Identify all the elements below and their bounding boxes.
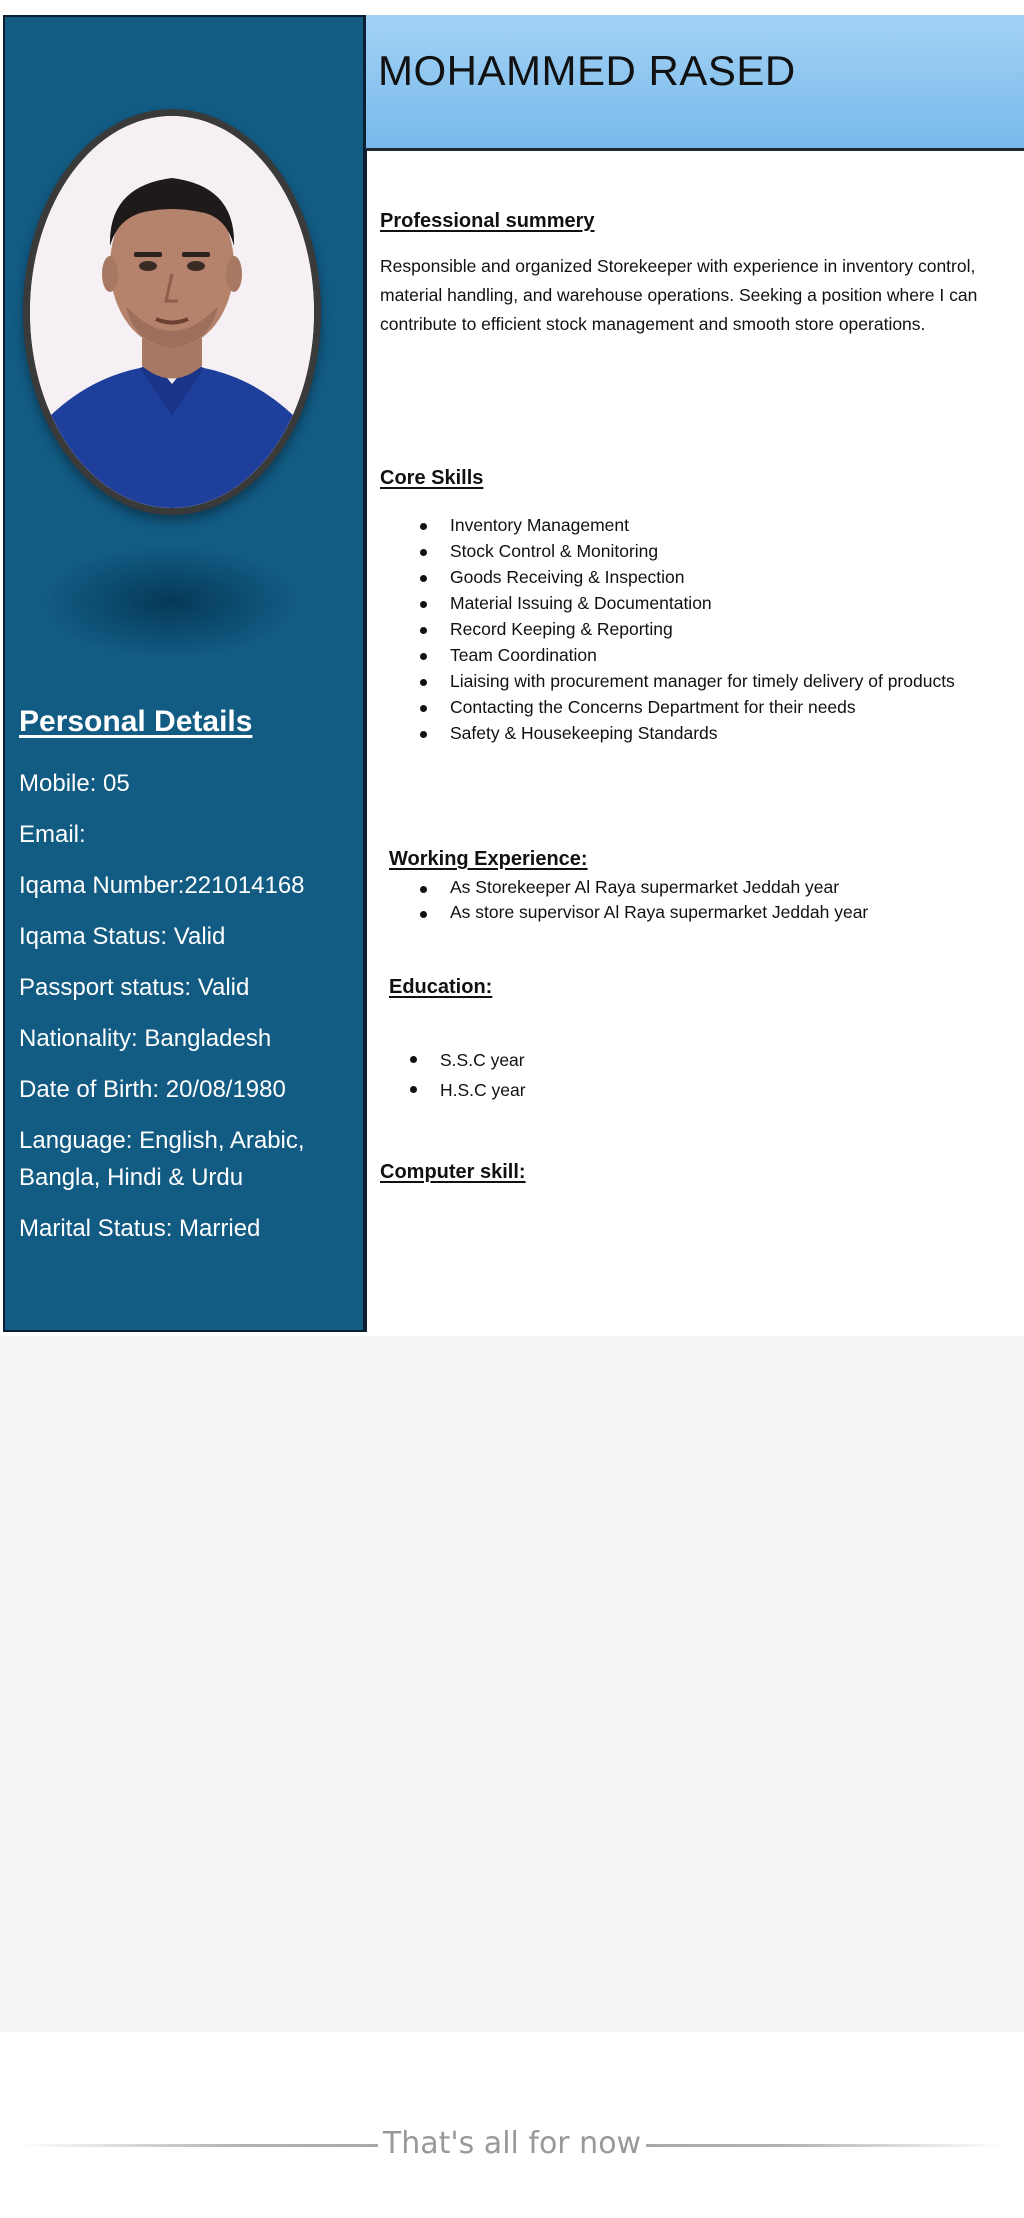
education-list bbox=[410, 1045, 1000, 1105]
personal-detail-marital-status: Marital Status: Married bbox=[19, 1215, 261, 1242]
list-item: Record Keeping & Reporting bbox=[420, 616, 1010, 642]
list-item: Material Issuing & Documentation bbox=[420, 590, 1010, 616]
personal-detail-passport-status: Passport status: Valid bbox=[19, 974, 250, 1001]
personal-details-list bbox=[19, 765, 354, 1261]
experience-list bbox=[420, 875, 1010, 925]
core-skills-title: Core Skills bbox=[380, 467, 484, 489]
list-item: Inventory Management bbox=[420, 512, 1010, 538]
divider-left bbox=[20, 2144, 378, 2147]
profile-photo bbox=[30, 116, 314, 508]
list-item: S.S.C year bbox=[410, 1045, 1000, 1075]
personal-detail-language: Language: English, Arabic, Bangla, Hindi & Urdu bbox=[19, 1127, 305, 1191]
personal-detail-nationality: Nationality: Bangladesh bbox=[19, 1025, 272, 1052]
list-item: Team Coordination bbox=[420, 642, 1010, 668]
candidate-name: MOHAMMED RASED bbox=[378, 47, 796, 94]
sidebar bbox=[3, 15, 365, 1332]
decorative-shadow bbox=[45, 547, 295, 657]
education-title: Education: bbox=[389, 976, 493, 998]
personal-detail-iqama-status: Iqama Status: Valid bbox=[19, 923, 226, 950]
personal-detail-date-of-birth: Date of Birth: 20/08/1980 bbox=[19, 1076, 286, 1103]
summary-title: Professional summery bbox=[380, 210, 595, 232]
empty-viewer-area bbox=[0, 1336, 1024, 2032]
personal-detail-mobile: Mobile: 05 bbox=[19, 770, 130, 797]
end-of-document-marker bbox=[0, 2122, 1024, 2168]
core-skills-list bbox=[420, 512, 1010, 746]
sidebar-border bbox=[364, 15, 367, 1332]
list-item: Contacting the Concerns Department for their needs bbox=[420, 694, 1010, 720]
list-item: As Storekeeper Al Raya supermarket Jeddah year bbox=[420, 875, 1010, 900]
list-item: H.S.C year bbox=[410, 1075, 1000, 1105]
divider-right bbox=[646, 2144, 1004, 2147]
list-item: Stock Control & Monitoring bbox=[420, 538, 1010, 564]
experience-title: Working Experience: bbox=[389, 848, 588, 870]
personal-detail-iqama-number: Iqama Number:221014168 bbox=[19, 872, 305, 899]
name-header bbox=[366, 15, 1024, 151]
personal-detail-email: Email: bbox=[19, 821, 86, 848]
list-item: As store supervisor Al Raya supermarket Jeddah year bbox=[420, 900, 1010, 925]
summary-text: Responsible and organized Storekeeper with experience in inventory control, material handling, and warehouse operations. Seeking a position where I can contribute to efficient stock management and smooth store operations. bbox=[380, 256, 978, 334]
end-text: That's all for now bbox=[382, 2126, 642, 2161]
list-item: Liaising with procurement manager for timely delivery of products bbox=[420, 668, 1010, 694]
list-item: Safety & Housekeeping Standards bbox=[420, 720, 1010, 746]
profile-photo-frame bbox=[23, 109, 321, 515]
person-portrait-icon bbox=[30, 116, 314, 508]
computer-skill-title: Computer skill: bbox=[380, 1161, 526, 1183]
personal-details-title: Personal Details bbox=[19, 705, 253, 738]
list-item: Goods Receiving & Inspection bbox=[420, 564, 1010, 590]
